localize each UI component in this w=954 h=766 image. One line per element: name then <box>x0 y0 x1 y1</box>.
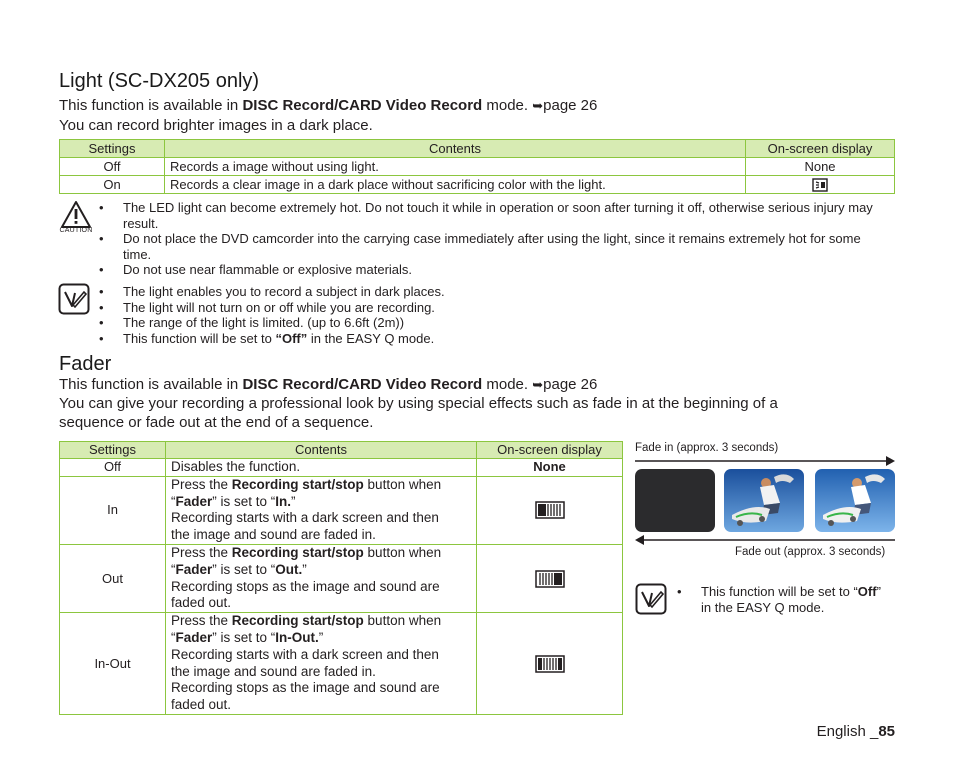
light-availability <box>59 96 597 115</box>
fade-frame-skateboarder-2 <box>815 469 895 532</box>
list-item: • Do not place the DVD camcorder into the carrying case immediately after using the light, since it remains extremely hot for some time. <box>99 231 889 262</box>
availability-modes: DISC Record/CARD Video Record <box>242 376 483 393</box>
list-item <box>99 331 889 347</box>
page-ref-arrow-icon: ➥ <box>532 98 544 113</box>
table-header-settings: Settings <box>60 442 166 459</box>
display-cell <box>477 476 623 544</box>
fade-out-caption: Fade out (approx. 3 seconds) <box>735 546 886 558</box>
note-text: in the EASY Q mode. <box>307 330 435 346</box>
skateboarder-photo <box>815 469 895 532</box>
note-block <box>58 283 90 315</box>
list-item: • Do not use near flammable or explosive materials. <box>99 262 889 278</box>
table-row <box>60 176 895 194</box>
light-on-osd-icon <box>812 178 828 192</box>
contents-on: Records a clear image in a dark place without sacrificing color with the light. <box>165 176 746 194</box>
fade-in-osd-icon <box>535 500 565 520</box>
caution-label: CAUTION <box>59 227 93 234</box>
availability-prefix: This function is available in <box>59 376 243 393</box>
setting-in-out: In-Out <box>60 613 166 715</box>
list-item: • This function will be set to “Off” in the EASY Q mode. <box>677 584 897 615</box>
table-row <box>60 476 623 544</box>
fader-availability <box>59 375 597 394</box>
list-item: • The LED light can become extremely hot. Do not touch it while in operation or soon after turning it off, otherwise serious injury may result. <box>99 200 889 231</box>
fade-in-arrow-icon <box>634 455 896 467</box>
list-item: • The light enables you to record a subject in dark places. <box>99 284 889 300</box>
fader-description-1: You can give your recording a professional look by using special effects such as fade in at the beginning of a <box>59 395 778 412</box>
fade-in-out-osd-icon <box>535 654 565 674</box>
display-cell <box>477 544 623 612</box>
page-footer <box>817 723 895 740</box>
fade-out-arrow-icon <box>634 534 896 546</box>
display-none: None <box>477 459 623 477</box>
note-block <box>635 583 667 615</box>
setting-off: Off <box>60 459 166 477</box>
note-text: This function will be set to <box>123 330 276 346</box>
table-row <box>60 158 895 176</box>
footer-language: English _ <box>816 723 879 740</box>
caution-list <box>99 200 889 278</box>
display-cell <box>477 613 623 715</box>
table-header-contents: Contents <box>165 140 746 158</box>
fader-note-list <box>677 584 897 615</box>
section-title-light: Light (SC-DX205 only) <box>59 70 260 92</box>
page-ref-arrow-icon: ➥ <box>532 377 544 392</box>
availability-suffix: mode. <box>482 97 533 114</box>
list-item: • The range of the light is limited. (up to 6.6ft (2m)) <box>99 315 889 331</box>
table-row <box>60 613 623 715</box>
table-header-display: On-screen display <box>746 140 895 158</box>
list-item: • The light will not turn on or off while you are recording. <box>99 300 889 316</box>
setting-out: Out <box>60 544 166 612</box>
contents-in: Press the Recording start/stop button when “Fader” is set to “In.” Recording starts with a dark screen and then the image and sound are faded in. <box>166 476 477 544</box>
table-header-settings: Settings <box>60 140 165 158</box>
fader-settings-table <box>59 441 623 715</box>
availability-suffix: mode. <box>482 376 533 393</box>
table-header-contents: Contents <box>166 442 477 459</box>
note-list <box>99 284 889 346</box>
section-title-fader: Fader <box>59 353 112 375</box>
caution-triangle-icon <box>60 200 92 229</box>
skateboarder-photo <box>724 469 804 532</box>
light-settings-table <box>59 139 895 194</box>
availability-prefix: This function is available in <box>59 97 243 114</box>
contents-out: Press the Recording start/stop button when “Fader” is set to “Out.” Recording stops as the image and sound are faded out. <box>166 544 477 612</box>
contents-in-out: Press the Recording start/stop button when “Fader” is set to “In-Out.” Recording starts with a dark screen and then the image and sound are faded in. Recording stops as the image and sound are faded out. <box>166 613 477 715</box>
display-none: None <box>746 158 895 176</box>
fade-frame-skateboarder-1 <box>724 469 804 532</box>
table-row <box>60 544 623 612</box>
display-cell <box>746 176 895 194</box>
page-number: 85 <box>878 723 895 740</box>
setting-off: Off <box>60 158 165 176</box>
note-value: “Off” <box>275 330 308 346</box>
availability-modes: DISC Record/CARD Video Record <box>242 97 483 114</box>
note-icon <box>635 583 667 615</box>
fade-in-caption: Fade in (approx. 3 seconds) <box>635 442 779 454</box>
setting-on: On <box>60 176 165 194</box>
fader-description-2: sequence or fade out at the end of a sequence. <box>59 414 374 431</box>
light-description: You can record brighter images in a dark place. <box>59 117 373 134</box>
fade-frame-dark <box>635 469 715 532</box>
contents-off: Records a image without using light. <box>165 158 746 176</box>
setting-in: In <box>60 476 166 544</box>
fade-out-osd-icon <box>535 569 565 589</box>
note-icon <box>58 283 90 315</box>
contents-off: Disables the function. <box>166 459 477 477</box>
page-ref-link[interactable]: page 26 <box>543 376 598 393</box>
caution-block <box>58 200 94 234</box>
table-header-display: On-screen display <box>477 442 623 459</box>
page-ref-link[interactable]: page 26 <box>543 97 598 114</box>
table-row <box>60 459 623 477</box>
